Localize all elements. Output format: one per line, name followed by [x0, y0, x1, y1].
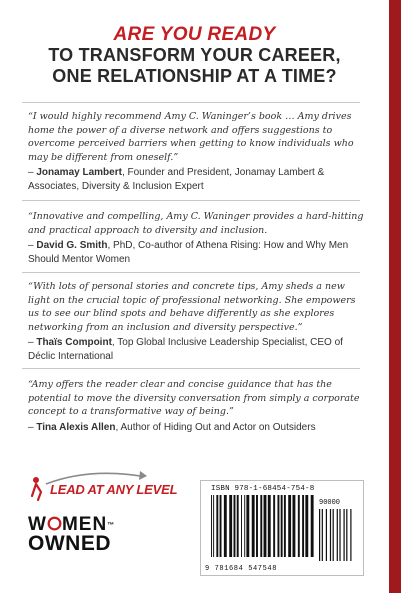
barcode-bar [337, 509, 338, 561]
barcode-bar [244, 495, 245, 557]
isbn-text: ISBN 978-1-68454-754-8 [211, 485, 315, 493]
barcode-bar [260, 495, 262, 557]
barcode-bar [241, 495, 242, 557]
barcode-bar [292, 495, 295, 557]
headline [0, 24, 389, 87]
testimonial-author: David G. Smith [36, 240, 108, 252]
barcode-bar [350, 509, 351, 561]
testimonial-attribution: – Thaïs Compoint, Top Global Inclusive Leadership Specialist, CEO of Déclic International [28, 337, 343, 362]
barcode-bar [298, 495, 300, 557]
barcode-bars [211, 495, 315, 557]
barcode-bar [237, 495, 239, 557]
barcode-bar [273, 495, 275, 557]
barcode-bar [343, 509, 344, 561]
headline-line-1: ARE YOU READY [113, 24, 276, 45]
lead-at-any-level-logo [28, 470, 178, 510]
testimonial-4 [28, 378, 364, 434]
divider [22, 102, 360, 103]
barcode-bar [281, 495, 283, 557]
barcode-bar [288, 495, 291, 557]
divider [22, 368, 360, 369]
barcode-bar [256, 495, 258, 557]
headline-line-2: TO TRANSFORM YOUR CAREER, [48, 45, 341, 65]
testimonial-attribution: – David G. Smith, PhD, Co-author of Athena Rising: How and Why Men Should Mentor Women [28, 240, 349, 265]
barcode-bar [346, 509, 347, 561]
barcode-bar [220, 495, 222, 557]
testimonial-3 [28, 280, 364, 364]
testimonial-text: “With lots of personal stories and concrete tips, Amy sheds a new light on the crucial topic of professional networking. She empowers us to see our blind spots and behave differently as she explores networking from an inclusion and diversity perspective.” [28, 281, 356, 333]
barcode-bar [284, 495, 286, 557]
barcode-bar [311, 495, 314, 557]
barcode-bar [252, 495, 255, 557]
testimonial-attribution: – Jonamay Lambert, Founder and President, Jonamay Lambert & Associates, Diversity & Inclusion Expert [28, 167, 325, 192]
barcode-number: 9 781684 547548 [205, 565, 278, 573]
barcode-bar [229, 495, 232, 557]
barcode-bar [319, 509, 320, 561]
testimonial-attribution: – Tina Alexis Allen, Author of Hiding Out and Actor on Outsiders [28, 421, 316, 433]
barcode-box [200, 480, 364, 576]
testimonial-author: Thaïs Compoint [36, 337, 112, 349]
divider [22, 200, 360, 201]
testimonial-author: Tina Alexis Allen [36, 421, 116, 433]
testimonial-text: “I would highly recommend Amy C. Waninger’s book … Amy drives home the power of a diverse network and offers suggestions to overcome perceived barriers when getting to know individuals who may be different from oneself.” [28, 111, 354, 163]
testimonial-text: “Amy offers the reader clear and concise guidance that has the potential to move the diversity conversation from simply a corporate concept to a transformative way of being.” [28, 379, 360, 418]
barcode-bar [246, 495, 249, 557]
headline-line-3: ONE RELATIONSHIP AT A TIME? [52, 66, 337, 86]
testimonial-text: “Innovative and compelling, Amy C. Waninger provides a hard-hitting and practical approach to diversity and inclusion. [28, 211, 364, 236]
addon-barcode-bars [319, 509, 353, 561]
barcode-bar [302, 495, 304, 557]
women-owned-logo [28, 515, 138, 553]
testimonial-author: Jonamay Lambert [36, 167, 122, 179]
book-spine [389, 0, 401, 593]
barcode-bar [213, 495, 214, 557]
barcode-bar [322, 509, 323, 561]
barcode-bar [234, 495, 236, 557]
barcode-bar [330, 509, 331, 561]
barcode-bar [224, 495, 227, 557]
women-symbol-icon [47, 516, 62, 531]
barcode-bar [333, 509, 334, 561]
women-logo-line-2: OWNED [28, 532, 111, 555]
barcode-bar [211, 495, 212, 557]
barcode-bar [268, 495, 271, 557]
barcode-bar [326, 509, 327, 561]
barcode-bar [305, 495, 308, 557]
testimonial-2 [28, 210, 364, 266]
barcode-bar [216, 495, 218, 557]
barcode-bar [264, 495, 267, 557]
barcode-bar [339, 509, 340, 561]
testimonial-1 [28, 110, 364, 194]
divider [22, 272, 360, 273]
barcode-bar [277, 495, 279, 557]
lead-logo-text: LEAD AT ANY LEVEL [50, 482, 178, 497]
women-logo-line-1: W MEN™ [28, 514, 116, 535]
price-code: 90000 [319, 499, 341, 507]
